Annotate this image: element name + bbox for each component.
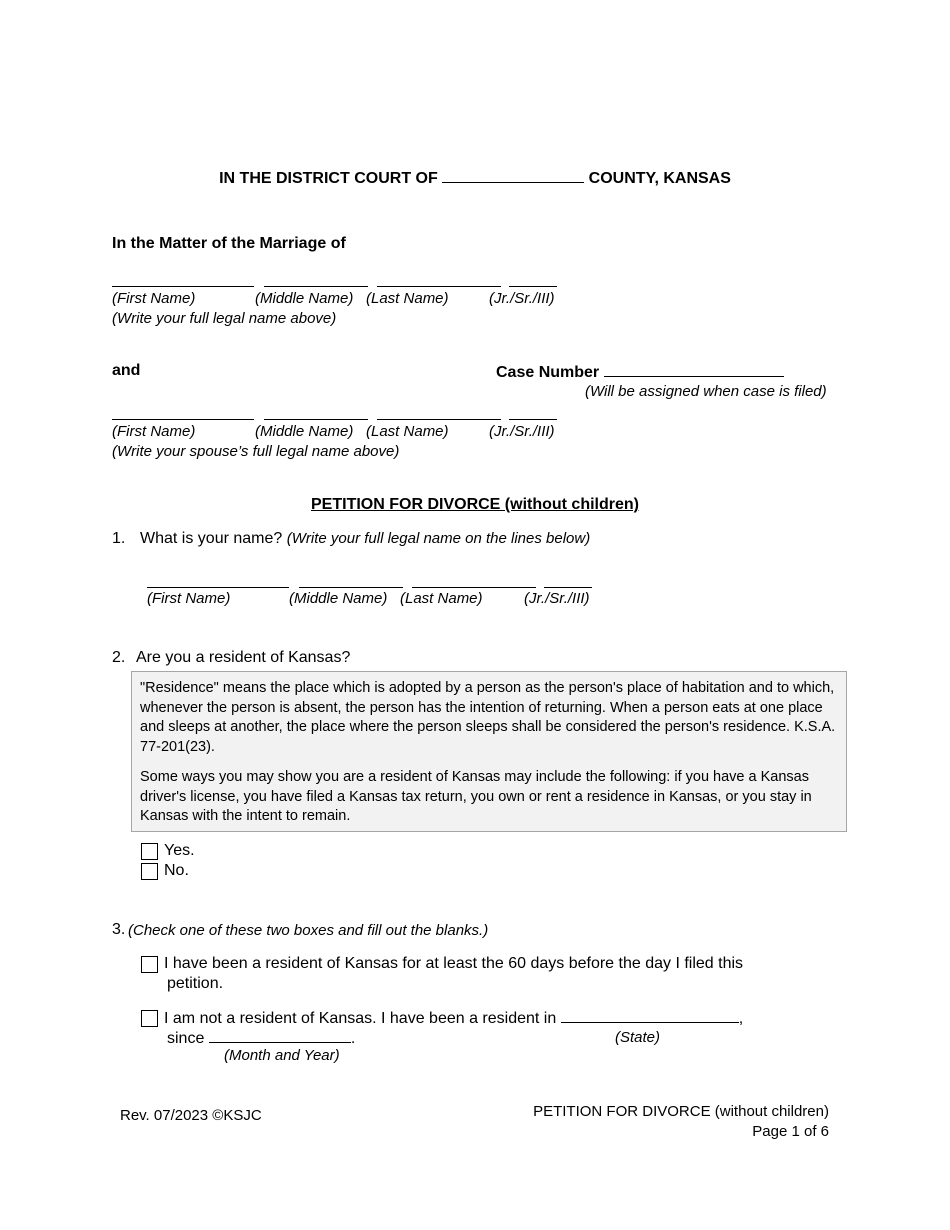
residence-definition: "Residence" means the place which is adopted by a person as the person's place of habitation and to which, whenever the person is absent, the person has the intention of returning. When a person eats at one place and sleeps at another, the place where the person sleeps shall be considered the person's residence. K.S.A. 77-201(23). bbox=[140, 680, 836, 755]
respondent-last-label: (Last Name) bbox=[366, 423, 449, 440]
case-number-blank[interactable] bbox=[604, 362, 784, 377]
non-resident-line2 bbox=[167, 1028, 355, 1048]
state-label: (State) bbox=[615, 1029, 661, 1046]
q1-instruction: (Write your full legal name on the lines below) bbox=[286, 530, 591, 547]
residence-examples: Some ways you may show you are a resident of Kansas may include the following: if you have a Kansas driver's license, you have filed a Kansas tax return, you own or rent a residence in Kansas, or you stay in Kansas with the intent to remain. bbox=[140, 769, 812, 824]
since-label: since bbox=[167, 1030, 205, 1047]
non-resident-checkbox[interactable] bbox=[141, 1010, 158, 1027]
resident-60-days-line2: petition. bbox=[167, 975, 224, 992]
q3-instruction: (Check one of these two boxes and fill out the blanks.) bbox=[128, 922, 489, 939]
county-blank[interactable] bbox=[442, 168, 584, 183]
petition-title-text: PETITION FOR DIVORCE (without children) bbox=[311, 496, 639, 513]
respondent-suffix-blank[interactable] bbox=[509, 405, 557, 420]
respondent-suffix-label: (Jr./Sr./III) bbox=[489, 423, 555, 440]
petitioner-last-label: (Last Name) bbox=[366, 290, 449, 307]
respondent-first-label: (First Name) bbox=[112, 423, 196, 440]
q1-number: 1. bbox=[112, 530, 126, 547]
state-blank-comma: , bbox=[738, 1010, 744, 1027]
q2-text: Are you a resident of Kansas? bbox=[136, 649, 351, 666]
petitioner-last-name-blank[interactable] bbox=[377, 272, 501, 287]
respondent-first-name-blank[interactable] bbox=[112, 405, 254, 420]
case-number-note: (Will be assigned when case is filed) bbox=[585, 383, 827, 400]
petitioner-middle-name-blank[interactable] bbox=[264, 272, 368, 287]
petitioner-middle-label: (Middle Name) bbox=[255, 290, 354, 307]
non-resident-text: I am not a resident of Kansas. I have been a resident in bbox=[164, 1010, 557, 1027]
court-header-prefix: IN THE DISTRICT COURT OF bbox=[219, 170, 438, 187]
case-number bbox=[496, 362, 784, 382]
q1-middle-name-blank[interactable] bbox=[299, 573, 403, 588]
and-label: and bbox=[112, 362, 141, 379]
respondent-name-blanks bbox=[112, 405, 557, 425]
q1-first-name-blank[interactable] bbox=[147, 573, 289, 588]
respondent-last-name-blank[interactable] bbox=[377, 405, 501, 420]
month-year-blank[interactable] bbox=[209, 1028, 351, 1043]
q1-middle-label: (Middle Name) bbox=[289, 590, 388, 607]
respondent-instruction: (Write your spouse’s full legal name above) bbox=[112, 443, 400, 460]
petitioner-suffix-blank[interactable] bbox=[509, 272, 557, 287]
no-checkbox[interactable] bbox=[141, 863, 158, 880]
case-number-label: Case Number bbox=[496, 364, 600, 381]
state-blank[interactable] bbox=[561, 1008, 739, 1023]
non-resident-line1 bbox=[164, 1008, 743, 1028]
footer-form-title: PETITION FOR DIVORCE (without children) bbox=[533, 1103, 829, 1120]
no-label: No. bbox=[164, 862, 189, 879]
q2-number: 2. bbox=[112, 649, 126, 666]
petitioner-name-blanks bbox=[112, 272, 557, 292]
q1-first-label: (First Name) bbox=[147, 590, 231, 607]
q1-suffix-blank[interactable] bbox=[544, 573, 592, 588]
footer-page-number: Page 1 of 6 bbox=[752, 1123, 829, 1140]
yes-checkbox[interactable] bbox=[141, 843, 158, 860]
q1-last-name-blank[interactable] bbox=[412, 573, 536, 588]
footer-revision: Rev. 07/2023 ©KSJC bbox=[120, 1107, 262, 1124]
q1-last-label: (Last Name) bbox=[400, 590, 483, 607]
respondent-middle-label: (Middle Name) bbox=[255, 423, 354, 440]
month-year-label: (Month and Year) bbox=[224, 1047, 340, 1064]
court-header-suffix: COUNTY, KANSAS bbox=[588, 170, 731, 187]
q1-suffix-label: (Jr./Sr./III) bbox=[524, 590, 590, 607]
matter-title: In the Matter of the Marriage of bbox=[112, 235, 346, 252]
yes-label: Yes. bbox=[164, 842, 195, 859]
petitioner-first-label: (First Name) bbox=[112, 290, 196, 307]
since-period: . bbox=[350, 1030, 356, 1047]
petitioner-first-name-blank[interactable] bbox=[112, 272, 254, 287]
q1-question bbox=[140, 530, 590, 548]
respondent-middle-name-blank[interactable] bbox=[264, 405, 368, 420]
petitioner-instruction: (Write your full legal name above) bbox=[112, 310, 337, 327]
petition-title bbox=[0, 496, 950, 514]
court-header bbox=[0, 168, 950, 188]
resident-60-days-line1: I have been a resident of Kansas for at least the 60 days before the day I filed this bbox=[164, 955, 744, 972]
q1-text: What is your name? bbox=[140, 530, 283, 547]
resident-60-days-checkbox[interactable] bbox=[141, 956, 158, 973]
petitioner-suffix-label: (Jr./Sr./III) bbox=[489, 290, 555, 307]
q3-number: 3. bbox=[112, 921, 126, 938]
residence-info-box bbox=[131, 671, 847, 832]
